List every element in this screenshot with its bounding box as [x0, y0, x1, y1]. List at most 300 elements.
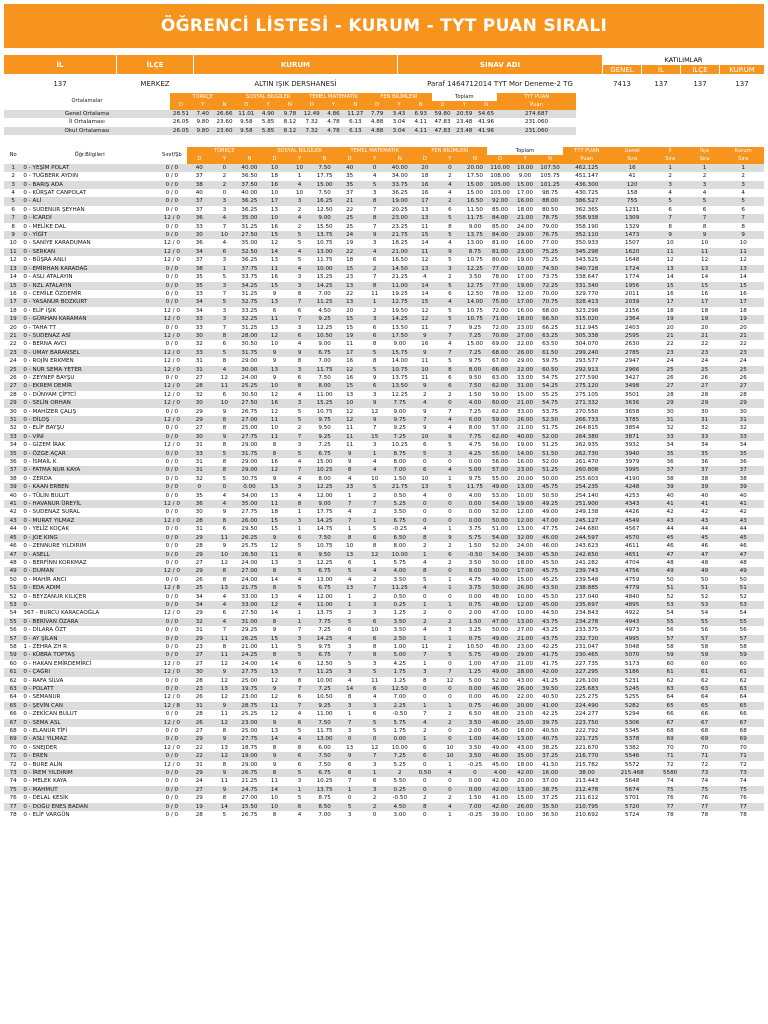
table-cell: 5.00 [462, 466, 487, 474]
table-cell: 11 [220, 711, 228, 718]
table-cell: 50 [701, 576, 709, 583]
table-cell: 3 [212, 197, 237, 205]
table-cell: 5 [437, 315, 462, 323]
table-cell: 10.00 [513, 265, 538, 273]
table-cell: 5 [687, 197, 723, 205]
table-cell: 20 [412, 164, 437, 172]
student-name: 0 - HAKAN EMİRDEMİRCİ [23, 660, 92, 667]
table-cell: 44.00 [487, 735, 512, 743]
table-cell: 1 [437, 584, 462, 592]
list-group-header-cell: İl [653, 147, 686, 155]
table-cell: 0 / 0 [157, 164, 187, 172]
table-row [4, 752, 764, 760]
table-cell: 24 [666, 358, 674, 365]
table-row [4, 424, 764, 432]
averages-row [4, 118, 576, 126]
table-cell: 6 [222, 610, 227, 617]
table-cell: 78 [9, 812, 17, 819]
table-cell: 0 / 0 [157, 282, 187, 290]
table-cell: 57 [687, 635, 723, 643]
table-cell: 5 [287, 567, 312, 575]
table-cell: 44.50 [542, 610, 559, 617]
student-name: 0 - MAHİR ANCI [23, 576, 67, 583]
table-cell: 1 [297, 173, 302, 180]
table-cell: 2 [423, 610, 427, 617]
table-cell: 16 [412, 181, 437, 189]
table-row [4, 735, 764, 743]
table-cell: 19 [337, 332, 362, 340]
table-cell: 16.00 [538, 769, 563, 777]
table-cell: 275.120 [563, 382, 611, 390]
table-cell: 105.00 [487, 181, 512, 189]
table-cell: 10 [212, 551, 237, 559]
table-cell: 37.00 [542, 778, 559, 785]
table-cell: 5.00 [468, 677, 482, 684]
table-cell: 6 [362, 534, 387, 542]
table-cell: 18 [9, 307, 17, 314]
table-cell: 0 / 0 [165, 324, 179, 331]
table-cell: 12 / 8 [157, 702, 187, 710]
table-cell: 45.00 [491, 728, 508, 735]
table-cell: 28 [9, 391, 17, 398]
sinav-adi-header: SINAV ADI [398, 55, 602, 74]
table-cell: 262.730 [563, 450, 611, 458]
table-cell: 0 / 0 [157, 635, 187, 643]
table-cell: 1.50 [468, 795, 482, 802]
table-row [4, 483, 764, 491]
table-cell: 12 [666, 257, 674, 264]
table-cell: 0.00 [468, 509, 482, 516]
table-cell: 8 [262, 651, 287, 659]
table-cell: 43.75 [538, 635, 563, 643]
student-name: 0 - YASANUR BOZKURT [22, 298, 157, 306]
table-cell: 20 [9, 324, 17, 331]
table-cell: 67 [653, 719, 686, 727]
table-cell: 7.00 [318, 812, 331, 819]
table-cell: 50.00 [491, 559, 508, 566]
table-cell: 7 [287, 315, 312, 323]
table-cell: 15 [412, 231, 437, 239]
student-name: 0 - SELİN ORHAN [22, 399, 157, 407]
table-row [4, 660, 764, 668]
table-cell: 1.00 [393, 643, 406, 650]
table-row [4, 769, 764, 777]
table-cell: 4.11 [414, 119, 427, 126]
table-cell: 3.50 [468, 274, 482, 281]
table-cell: 13.00 [312, 248, 337, 256]
table-cell: 26.00 [237, 517, 262, 525]
table-cell: 13.00 [466, 240, 483, 247]
table-cell: 34.00 [391, 173, 408, 180]
table-cell: 51.25 [538, 466, 563, 474]
table-cell: 52 [9, 593, 17, 600]
table-cell: 26.00 [513, 584, 538, 592]
student-name: 0 - POLATT [22, 685, 157, 693]
table-row [4, 450, 764, 458]
table-cell: 31 [4, 416, 22, 424]
table-cell: 29 [187, 551, 212, 559]
table-cell: 1 [287, 786, 312, 794]
table-cell: 35 [687, 450, 723, 458]
table-cell: 0 [423, 812, 427, 819]
table-cell: 4343 [611, 500, 654, 508]
table-cell: 29.00 [241, 442, 258, 449]
table-cell: 8 [222, 358, 227, 365]
table-cell: 3.00 [393, 812, 406, 819]
table-cell: 19 [653, 315, 686, 323]
table-cell: 5 [337, 567, 362, 575]
table-cell: 9 [437, 248, 462, 256]
table-cell: 6 [297, 660, 302, 667]
table-cell: 6.50 [468, 711, 482, 718]
table-cell: 15 [687, 282, 723, 290]
table-cell: 9 [222, 408, 227, 415]
table-cell: 8 [362, 651, 387, 659]
table-cell: 11 [262, 265, 287, 273]
table-cell: 264.815 [575, 425, 599, 432]
averages-sub-header-cell: N [344, 101, 366, 109]
table-cell: 46 [9, 543, 17, 550]
table-cell: 4 [212, 366, 237, 374]
table-cell: 9 [337, 450, 362, 458]
table-cell: 26 [701, 374, 709, 381]
table-cell: 15 [262, 635, 287, 643]
table-cell: 21.75 [237, 584, 262, 592]
table-cell: 66.25 [542, 324, 559, 331]
table-cell: 4.90 [257, 110, 279, 118]
table-cell: 24.25 [237, 651, 262, 659]
table-cell: 8.00 [462, 366, 487, 374]
table-cell: 0 / 0 [165, 576, 179, 583]
table-cell: 0 / 0 [165, 711, 179, 718]
table-cell: 0 [448, 459, 452, 466]
table-cell: 16 [262, 399, 287, 407]
table-cell: 23 [337, 483, 362, 491]
table-cell: 73 [722, 769, 764, 777]
table-cell: 10 [446, 744, 454, 751]
table-cell: 13 [337, 282, 362, 290]
table-cell: 11 [212, 534, 237, 542]
table-cell: 6 [448, 206, 452, 213]
table-cell: 24 [337, 231, 362, 239]
averages-sub-header-cell: N [475, 101, 497, 109]
table-cell: 9 [212, 702, 237, 710]
table-cell: 3 [372, 190, 377, 197]
table-cell: 49.00 [491, 744, 508, 751]
list-sub-header-cell: D [187, 155, 212, 163]
table-cell: 9 [262, 534, 287, 542]
table-cell: 4.78 [327, 119, 340, 126]
table-cell: 4 [448, 425, 452, 432]
table-cell: 20 [666, 324, 674, 331]
table-cell: 23.00 [241, 694, 258, 701]
table-row [4, 601, 764, 609]
table-cell: 5.25 [393, 761, 406, 768]
table-cell: 2 [297, 425, 302, 432]
table-cell: 266.733 [563, 416, 611, 424]
table-cell: 0 / 0 [165, 593, 179, 600]
table-cell: 52.00 [491, 509, 508, 516]
table-cell: 4 [287, 265, 312, 273]
table-cell: 1 [337, 601, 362, 609]
table-cell: 43 [687, 517, 723, 525]
table-cell: 3 [287, 517, 312, 525]
table-cell: 0.75 [462, 601, 487, 609]
table-cell: 6.13 [349, 119, 362, 126]
table-cell: 10 [262, 382, 287, 390]
table-cell: 13 [412, 265, 437, 273]
table-cell: 53 [687, 601, 723, 609]
table-cell: 0.25 [387, 786, 412, 794]
table-cell: 14.25 [312, 282, 337, 290]
list-group-header [4, 147, 764, 155]
table-cell: 13.00 [312, 735, 337, 743]
table-cell: 3 [347, 643, 352, 650]
table-cell: 27.75 [237, 735, 262, 743]
table-cell: 17 [653, 298, 686, 306]
table-cell: 42.25 [542, 643, 559, 650]
table-cell: 24.00 [517, 543, 534, 550]
table-cell: 12 [270, 694, 279, 701]
table-cell: 34.00 [241, 492, 258, 499]
table-cell: 10.25 [391, 442, 408, 449]
table-cell: 3932 [625, 442, 640, 449]
table-cell: 212.478 [563, 786, 611, 794]
table-cell: 0 / 0 [157, 181, 187, 189]
table-cell: 16.50 [391, 257, 408, 264]
table-cell: 2.00 [468, 728, 482, 735]
table-row [4, 517, 764, 525]
student-name: 0 - SEMA ASL [22, 719, 157, 727]
table-cell: 23 [346, 274, 354, 281]
table-cell: 5 [212, 349, 237, 357]
table-cell: 4 [437, 769, 462, 777]
table-cell: 31 [722, 416, 764, 424]
table-cell: 2156 [625, 307, 640, 314]
table-cell: 4 [212, 601, 237, 609]
table-cell: 270.550 [575, 408, 599, 415]
table-cell: -0.50 [392, 711, 408, 718]
table-cell: 1956 [611, 282, 654, 290]
table-cell: 0 / 0 [157, 433, 187, 441]
table-cell: 51 [687, 584, 723, 592]
table-cell: 29 [187, 567, 212, 575]
table-row [4, 223, 764, 231]
table-cell: 5 [372, 728, 377, 735]
table-cell: 10.75 [316, 408, 333, 415]
table-cell: 7.25 [318, 442, 331, 449]
table-cell: 15 [262, 231, 287, 239]
table-cell: 10.50 [316, 694, 333, 701]
table-cell: 61 [722, 668, 764, 676]
student-name: 0 - TÜLİN BULUT [23, 492, 70, 499]
table-cell: 4.25 [393, 660, 406, 667]
table-cell: 5 [297, 643, 302, 650]
table-cell: 63 [722, 685, 764, 693]
table-cell: 73 [687, 769, 723, 777]
table-cell: 2011 [625, 290, 640, 297]
table-cell: 2.00 [468, 610, 482, 617]
table-cell: 0 [423, 459, 427, 466]
table-cell: 4 [297, 459, 302, 466]
table-cell: 70 [701, 744, 709, 751]
table-cell: 1 [347, 711, 352, 718]
table-cell: 22 [346, 206, 354, 213]
table-cell: 7 [448, 324, 452, 331]
table-cell: 75.00 [487, 298, 512, 306]
table-cell: 4973 [625, 627, 640, 634]
table-cell: 9.25 [312, 702, 337, 710]
table-cell: 4.86 [323, 110, 345, 118]
table-cell: 7.25 [462, 349, 487, 357]
table-cell: 24 [701, 358, 709, 365]
table-cell: 47 [687, 551, 723, 559]
table-cell: 14 [262, 248, 287, 256]
table-cell: 36 [701, 459, 709, 466]
table-cell: 36.25 [241, 257, 258, 264]
student-name: 0 - BERNA AVCI [23, 341, 67, 348]
table-cell: 8 [702, 223, 707, 230]
table-cell: 12 / 0 [157, 315, 187, 323]
averages-group-header-cell: TÜRKÇE [170, 93, 235, 101]
table-cell: 9 [287, 349, 312, 357]
table-cell: 43.75 [538, 618, 563, 626]
table-cell: 3 [212, 282, 237, 290]
table-cell: 75 [4, 786, 22, 794]
table-cell: 4 [372, 694, 377, 701]
table-cell: 15 [262, 517, 287, 525]
table-cell: 3 [222, 206, 227, 213]
table-cell: 5.75 [462, 534, 487, 542]
table-cell: 16.00 [517, 240, 534, 247]
table-cell: 4759 [625, 576, 640, 583]
table-cell: 9.00 [312, 214, 337, 222]
table-cell: 215.782 [575, 761, 599, 768]
table-cell: 45 [653, 534, 686, 542]
info-katilim-il: 137 [654, 80, 668, 88]
list-group-header-cell: TÜRKÇE [187, 147, 262, 155]
table-cell: 329.770 [575, 290, 599, 297]
table-cell: 9.75 [387, 416, 412, 424]
student-name: 0 - BERİVAN ÖZARA [22, 618, 157, 626]
table-row [4, 702, 764, 710]
table-cell: 25.00 [241, 728, 258, 735]
table-cell: 13 [212, 584, 237, 592]
table-cell: 6 [222, 391, 227, 398]
table-cell: 4 [212, 214, 237, 222]
table-cell: 28 [666, 391, 674, 398]
katilim-kurum-header: KURUM [720, 65, 764, 74]
table-cell: 11 [262, 551, 287, 559]
table-cell: 293.577 [575, 358, 599, 365]
table-cell: 42 [666, 509, 674, 516]
table-cell: 27.75 [241, 509, 258, 516]
table-cell: 3.25 [468, 627, 482, 634]
table-cell: 41.00 [538, 702, 563, 710]
table-cell: 29.00 [513, 231, 538, 239]
table-cell: 211.612 [575, 795, 599, 802]
table-cell: 10 [739, 240, 747, 247]
table-cell: 1.75 [393, 728, 406, 735]
table-cell: 63 [653, 685, 686, 693]
table-cell: 0.00 [468, 459, 482, 466]
table-cell: 18.75 [241, 744, 258, 751]
student-name: 1 - ZEHRA ZH R [23, 643, 68, 650]
table-cell: 11 [687, 248, 723, 256]
averages-sub-header-cell: Y [453, 101, 475, 109]
table-cell: 0 [372, 812, 377, 819]
table-cell: 76.75 [538, 231, 563, 239]
table-cell: 69 [653, 735, 686, 743]
table-cell: 46.00 [538, 534, 563, 542]
table-cell: 47.83 [432, 127, 454, 135]
table-cell: 242.650 [563, 551, 611, 559]
table-cell: 18.25 [391, 240, 408, 247]
table-cell: 221.725 [563, 735, 611, 743]
table-cell: 36.25 [237, 197, 262, 205]
table-cell: 34 [187, 298, 212, 306]
table-cell: 49.00 [487, 635, 512, 643]
table-cell: 6 [272, 307, 277, 314]
table-cell: 5 [437, 282, 462, 290]
table-cell: 221.670 [575, 744, 599, 751]
table-cell: 224.277 [575, 711, 599, 718]
table-cell: 12.50 [466, 290, 483, 297]
table-cell: 5 [448, 442, 452, 449]
table-cell: 15.50 [237, 803, 262, 811]
table-cell: 15.50 [316, 223, 333, 230]
table-cell: 85.00 [491, 206, 508, 213]
table-cell: 19.00 [513, 500, 538, 508]
table-cell: 57.00 [487, 466, 512, 474]
table-cell: 22 [666, 341, 674, 348]
table-cell: 66 [666, 711, 674, 718]
table-cell: 0 / 0 [165, 627, 179, 634]
student-name: 0 - ELANUR TİFİ [23, 728, 68, 735]
table-cell: 25.75 [241, 543, 258, 550]
table-cell: 8 [272, 744, 277, 751]
table-cell: 2 [372, 509, 377, 516]
table-cell: 26.00 [513, 416, 538, 424]
table-row [4, 668, 764, 676]
table-cell: 4 [337, 635, 362, 643]
table-cell: 76 [739, 795, 747, 802]
table-cell: 56 [9, 627, 17, 634]
table-cell: 3 [287, 282, 312, 290]
table-cell: 14 [739, 274, 747, 281]
table-cell: 41.50 [542, 761, 559, 768]
table-cell: 8 [412, 567, 437, 575]
table-cell: 274.687 [497, 110, 576, 118]
table-row [4, 803, 764, 811]
table-cell: 23 [687, 349, 723, 357]
table-cell: 30 [195, 509, 203, 516]
table-cell: 12.25 [316, 559, 333, 566]
table-cell: 48 [701, 559, 709, 566]
table-cell: 77.00 [542, 240, 559, 247]
table-cell: 2 [372, 593, 377, 600]
table-cell: 18 [270, 509, 279, 516]
table-cell: 45.50 [538, 551, 563, 559]
student-name: 0 - MAHİZER ÇALIŞ [23, 408, 77, 415]
table-cell: 1 [372, 559, 377, 566]
table-cell: 0 [437, 517, 462, 525]
student-name: 0 - AY ŞİLAN [22, 635, 157, 643]
table-cell: 70.75 [538, 298, 563, 306]
table-cell: 7 [4, 214, 22, 222]
table-cell: 0 / 0 [165, 425, 179, 432]
table-cell: 12 / 0 [157, 567, 187, 575]
